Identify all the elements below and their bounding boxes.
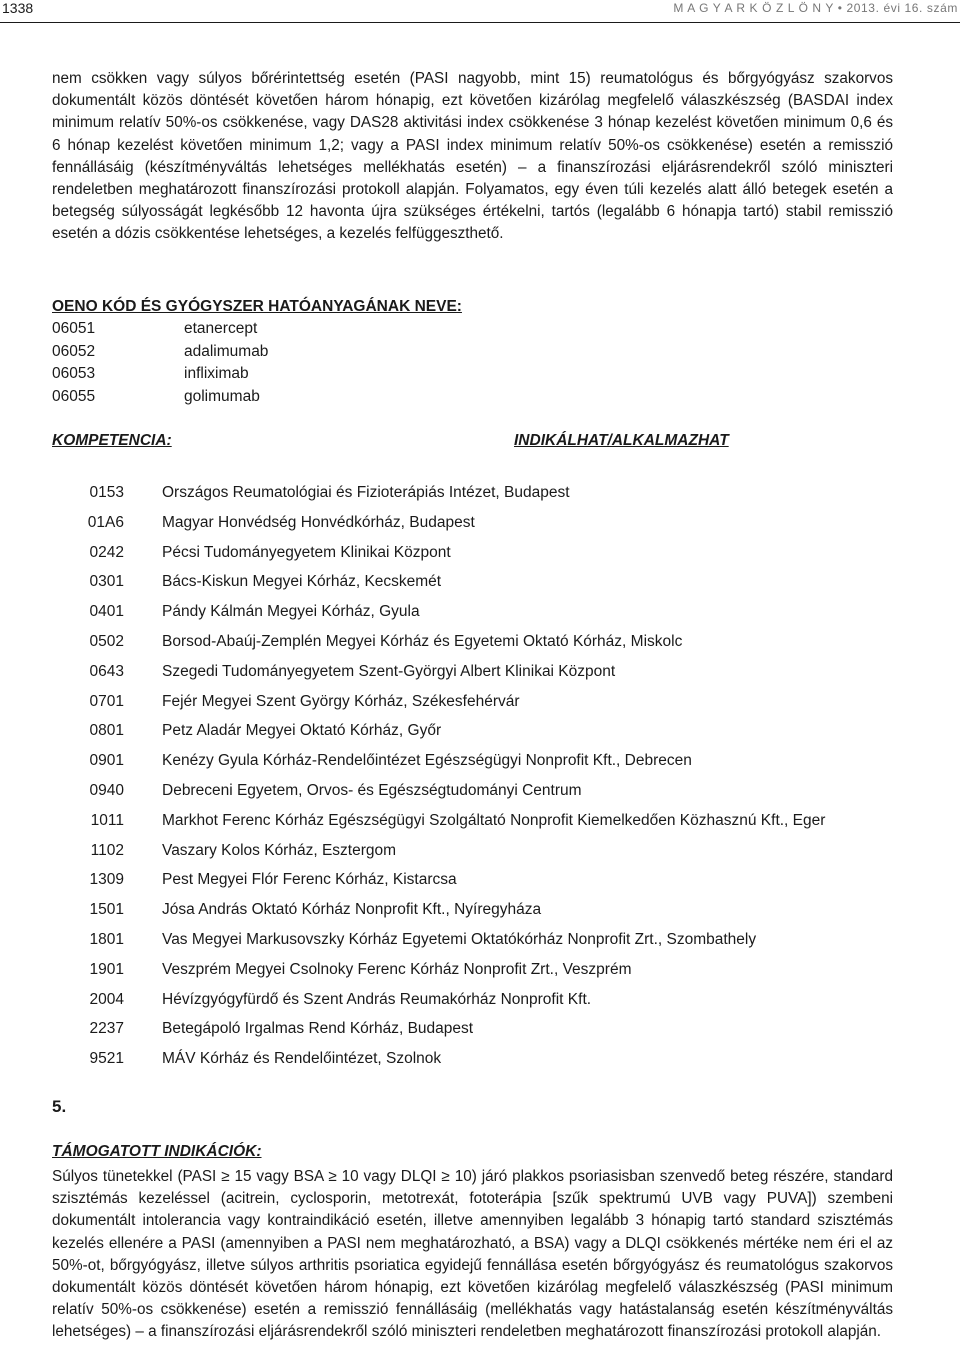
page-number: 1338 — [2, 0, 34, 16]
institution-code: 0901 — [89, 752, 124, 770]
institution-code: 1102 — [90, 841, 124, 859]
institution-row — [0, 722, 960, 744]
institution-row — [0, 484, 960, 506]
oeno-item — [52, 388, 260, 406]
institution-row — [0, 544, 960, 566]
institution-name: Pest Megyei Flór Ferenc Kórház, Kistarcsa — [162, 871, 457, 889]
institution-name: Kenézy Gyula Kórház-Rendelőintézet Egészségügyi Nonprofit Kft., Debrecen — [162, 752, 692, 770]
institution-code: 0301 — [89, 573, 124, 591]
oeno-code: 06051 — [52, 320, 96, 337]
institution-name: Betegápoló Irgalmas Rend Kórház, Budapest — [162, 1020, 474, 1038]
institution-name: Petz Aladár Megyei Oktató Kórház, Győr — [162, 722, 442, 740]
institution-code: 1501 — [89, 901, 124, 919]
institution-name: Vas Megyei Markusovszky Kórház Egyetemi Oktatókórház Nonprofit Zrt., Szombathely — [162, 931, 757, 948]
indikalhat-label: INDIKÁLHAT/ALKALMAZHAT — [514, 432, 729, 449]
institution-name: Markhot Ferenc Kórház Egészségügyi Szolgáltató Nonprofit Kiemelkedően Közhasznú Kft., Eger — [162, 811, 826, 829]
institution-name: Magyar Honvédség Honvédkórház, Budapest — [162, 513, 475, 531]
oeno-item — [52, 365, 249, 383]
institution-row — [0, 1050, 960, 1072]
institution-row — [0, 842, 960, 864]
institution-name: Szegedi Tudományegyetem Szent-Györgyi Albert Klinikai Központ — [162, 662, 616, 680]
institution-code: 0242 — [89, 543, 124, 561]
institution-name: Pécsi Tudományegyetem Klinikai Központ — [162, 543, 451, 561]
institution-row — [0, 514, 960, 536]
institution-name: Pándy Kálmán Megyei Kórház, Gyula — [162, 603, 420, 621]
page-header — [0, 0, 960, 23]
institution-row — [0, 752, 960, 774]
institution-row — [0, 573, 960, 595]
institution-name: Debreceni Egyetem, Orvos- és Egészségtudományi Centrum — [162, 782, 582, 799]
institution-code: 0801 — [89, 722, 124, 740]
institution-row — [0, 633, 960, 655]
institution-name: Bács-Kiskun Megyei Kórház, Kecskemét — [162, 573, 442, 591]
institution-name: Fejér Megyei Szent György Kórház, Székesfehérvár — [162, 692, 520, 710]
tamogatott-title: TÁMOGATOTT INDIKÁCIÓK: — [52, 1143, 262, 1160]
institution-code: 9521 — [89, 1050, 124, 1068]
oeno-code: 06055 — [52, 387, 96, 405]
institution-code: 0701 — [89, 692, 124, 710]
institution-row — [0, 603, 960, 625]
institution-code: 1309 — [89, 871, 124, 889]
oeno-drug-name: adalimumab — [184, 342, 269, 360]
institution-code: 0502 — [89, 633, 124, 650]
institution-row — [0, 812, 960, 834]
intro-paragraph: nem csökken vagy súlyos bőrérintettség esetén (PASI nagyobb, mint 15) reumatológus és bőrgyógyász szakorvos dokumentált közös döntését követően három hónapig, ezt követően kizárólag megfelelő válaszkészség (BASDAI index minimum relatív 50%-os csökkenése, vagy DAS28 aktivitási index csökkenése 3 hónap kezelést követően minimum 0,6 és 6 hónap kezelést követően minimum 1,2; vagy a PASI index minimum relatív 50%-os csökkenése) esetén a remisszió fennállásáig (készítményváltás lehetséges mellékhatás esetén) – a finanszírozási eljárásrendekről szóló miniszteri rendeletben meghatározott finanszírozási protokoll alapján. Folyamatos, egy éven túli kezelés alatt álló betegek esetén a betegség súlyosságát legkésőbb 12 havonta újra szükséges értékelni, tartós (legalább 6 hónapja tartó) stabil remisszió esetén a dózis csökkentése lehetséges, a kezelés felfüggeszthető. — [52, 70, 893, 243]
institution-row — [0, 961, 960, 983]
section-number: 5. — [52, 1097, 67, 1116]
oeno-item — [52, 343, 268, 361]
institution-code: 1011 — [90, 811, 124, 829]
institution-code: 1801 — [89, 931, 124, 948]
institution-row — [0, 782, 960, 804]
oeno-item — [52, 320, 257, 338]
institution-row — [0, 663, 960, 685]
institution-code: 0643 — [89, 662, 124, 680]
institution-name: Borsod-Abaúj-Zemplén Megyei Kórház és Egyetemi Oktató Kórház, Miskolc — [162, 633, 683, 650]
institution-name: Veszprém Megyei Csolnoky Ferenc Kórház Nonprofit Zrt., Veszprém — [162, 960, 632, 978]
institution-code: 0401 — [89, 603, 124, 621]
oeno-code: 06053 — [52, 365, 96, 382]
oeno-drug-name: etanercept — [184, 320, 258, 337]
institution-name: Jósa András Oktató Kórház Nonprofit Kft., Nyíregyháza — [162, 901, 542, 919]
institution-row — [0, 931, 960, 953]
institution-row — [0, 871, 960, 893]
oeno-section-title: OENO KÓD ÉS GYÓGYSZER HATÓANYAGÁNAK NEVE: — [52, 298, 462, 315]
institution-row — [0, 901, 960, 923]
institution-code: 0940 — [89, 782, 124, 799]
oeno-drug-name: infliximab — [184, 365, 249, 382]
institution-code: 1901 — [89, 960, 124, 978]
oeno-code: 06052 — [52, 342, 96, 360]
institution-row — [0, 693, 960, 715]
institution-code: 2004 — [89, 990, 124, 1008]
oeno-drug-name: golimumab — [184, 387, 260, 405]
institution-code: 2237 — [89, 1020, 124, 1038]
institution-code: 0153 — [89, 484, 124, 501]
journal-title: M A G Y A R K Ö Z L Ö N Y • 2013. évi 16. szám — [673, 1, 958, 15]
institution-name: Vaszary Kolos Kórház, Esztergom — [162, 841, 397, 859]
institution-name: MÁV Kórház és Rendelőintézet, Szolnok — [162, 1050, 442, 1068]
institution-name: Hévízgyógyfürdő és Szent András Reumakórház Nonprofit Kft. — [162, 990, 592, 1008]
tamogatott-paragraph: Súlyos tünetekkel (PASI ≥ 15 vagy BSA ≥ 10 vagy DLQI ≥ 10) járó plakkos psoriasisban szenvedő beteg részére, standard szisztémás kezeléssel (acitrein, cyclosporin, metotrexát, fototerápia [szűk spektrumú UVB vagy PUVA]) szembeni dokumentált intolerancia vagy kontraindikáció esetén, illetve amennyiben legalább 3 hónapig tartó standard szisztémás kezelés ellenére a PASI (amennyiben a PASI nem meghatározható, a BSA) vagy a DLQI csökkenés mértéke nem éri el az 50%-ot, bőrgyógyász, illetve súlyos arthritis psoriatica egyidejű fennállása esetén bőrgyógyász és reumatológus szakorvos dokumentált közös döntését követően három hónapig, ezt követően kizárólag megfelelő válaszkészség (PASI minimum relatív 50%-os csökkenése) esetén a remisszió fennállásáig (mellékhatás vagy hatástalanság esetén készítményváltás lehetséges) – a finanszírozási eljárásrendekről szóló miniszteri rendeletben meghatározott finanszírozási protokoll alapján. — [52, 1168, 893, 1341]
kompetencia-label: KOMPETENCIA: — [52, 432, 172, 449]
institution-row — [0, 991, 960, 1013]
institution-row — [0, 1020, 960, 1042]
institution-code: 01A6 — [87, 513, 124, 531]
institution-name: Országos Reumatológiai és Fizioterápiás Intézet, Budapest — [162, 484, 570, 501]
